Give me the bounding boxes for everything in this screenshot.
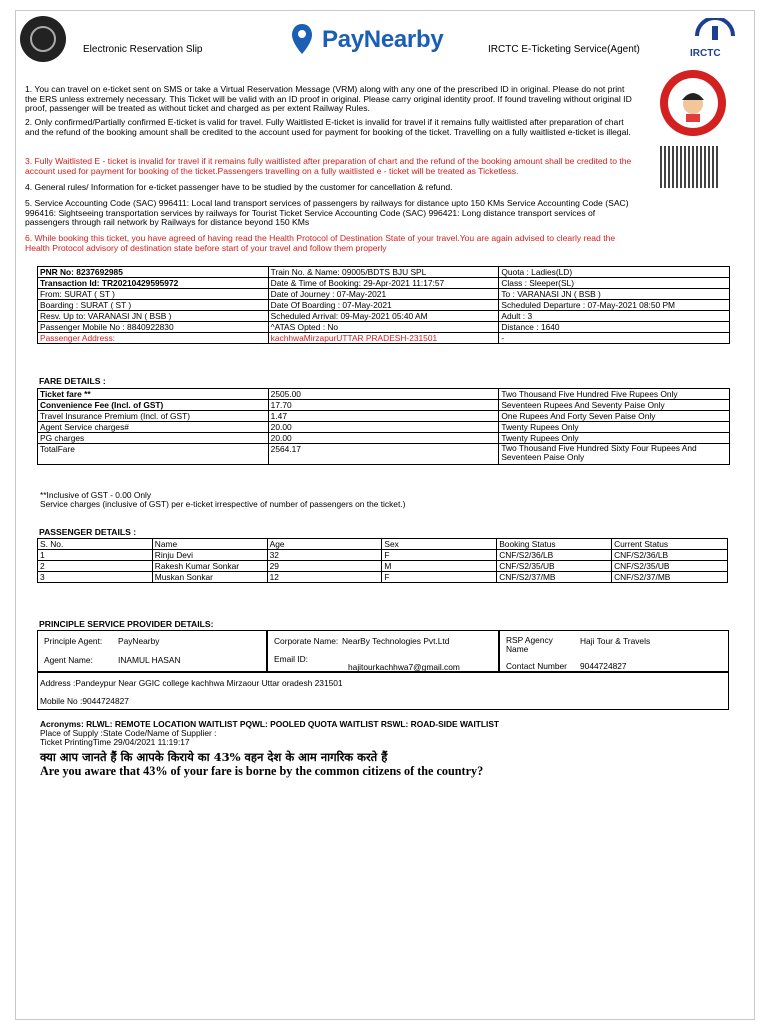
electronic-reservation-slip-title: Electronic Reservation Slip [83,44,203,55]
table-row [38,433,730,444]
train-name: Train No. & Name: 09005/BDTS BJU SPL [268,267,499,278]
transaction-id: Transaction Id: TR20210429595972 [38,278,269,289]
note-1: 1. You can travel on e-ticket sent on SMS or take a Virtual Reservation Message (VRM) along with any one of the prescribed ID in original. Please do not print the ERS unless extremely necessary. This Ticket will be valid with an ID proof in original. Please carry original identity proof. If found traveling without original ID proof, passenger will be treated as without ticket and charged as per extent Railway Rules. [25,84,632,114]
fare-amount: 20.00 [268,433,499,444]
gst-note: **Inclusive of GST - 0.00 Only [40,490,152,500]
quota: Quota : Ladies(LD) [499,267,730,278]
class: Class : Sleeper(SL) [499,278,730,289]
boarding-station: Boarding : SURAT ( ST ) [38,300,269,311]
ticket-printing-time: Ticket PrintingTime 29/04/2021 11:19:17 [40,737,190,747]
rsp-agency-value: Haji Tour & Travels [580,636,651,646]
cell: Rakesh Kumar Sonkar [152,561,267,572]
table-row [38,278,730,289]
cell: CNF/S2/36/LB [497,550,612,561]
header-age: Age [267,539,382,550]
cell: Rinju Devi [152,550,267,561]
fare-words: Two Thousand Five Hundred Five Rupees Only [499,389,730,400]
irctc-eticketing-title: IRCTC E-Ticketing Service(Agent) [488,44,640,55]
booking-datetime: Date & Time of Booking: 29-Apr-2021 11:17:57 [268,278,499,289]
table-header-row [38,539,728,550]
fare-subsidy-message: Are you aware that 43% of your fare is borne by the common citizens of the country? [40,764,484,778]
table-row [38,550,728,561]
fare-label: Travel Insurance Premium (Incl. of GST) [38,411,269,422]
date-of-journey: Date of Journey : 07-May-2021 [268,289,499,300]
atas-opted: ^ATAS Opted : No [268,322,499,333]
email-label: Email ID: [274,654,308,664]
table-row [38,333,730,344]
cell: 32 [267,550,382,561]
cell: M [382,561,497,572]
corporate-name-value: NearBy Technologies Pvt.Ltd [342,636,450,646]
corporate-name-label: Corporate Name: [274,636,339,646]
agent-name-label: Agent Name: [44,655,93,665]
header-current-status: Current Status [612,539,728,550]
provider-address: Address :Pandeypur Near GGIC college kachhwa Mirzaour Uttar oradesh 231501 [40,678,343,688]
brand-name: PayNearby [322,26,444,53]
fare-label: Ticket fare ** [38,389,269,400]
provider-address-box [37,672,729,710]
fare-amount: 20.00 [268,422,499,433]
table-row [38,400,730,411]
note-2: 2. Only confirmed/Partially confirmed E-ticket is valid for travel. Fully Waitlisted E-ticket is invalid for travel if it remains fully waitlisted after preparation of chart and the refund of the booking amount shall be credited to the account used for payment for booking of the ticket. Travelling on a fully waitlisted e-ticket is illegal. [25,117,631,137]
header-sex: Sex [382,539,497,550]
provider-details-title: PRINCIPLE SERVICE PROVIDER DETAILS: [39,619,214,629]
table-row [38,289,730,300]
table-row [38,572,728,583]
email-value: hajitourkachhwa7@gmail.com [348,662,460,672]
cell: Muskan Sonkar [152,572,267,583]
hindi-fare-message: क्या आप जानते हैं कि आपके किराये का 43% वहन देश के आम नागरिक करते हैं [40,750,388,764]
place-of-supply: Place of Supply :State Code/Name of Supplier : [40,728,217,738]
scheduled-arrival: Scheduled Arrival: 09-May-2021 05:40 AM [268,311,499,322]
fare-words: Twenty Rupees Only [499,433,730,444]
cell: 1 [38,550,153,561]
date-of-boarding: Date Of Boarding : 07-May-2021 [268,300,499,311]
acronyms: Acronyms: RLWL: REMOTE LOCATION WAITLIST PQWL: POOLED QUOTA WAITLIST RSWL: ROAD-SIDE WAITLIST [40,719,500,729]
fare-words: One Rupees And Forty Seven Paise Only [499,411,730,422]
table-row [38,311,730,322]
table-row [38,300,730,311]
header-booking-status: Booking Status [497,539,612,550]
fare-amount: 2564.17 [268,444,499,465]
header-name: Name [152,539,267,550]
rsp-agency-box [499,630,729,672]
service-charges-note: Service charges (inclusive of GST) per e-ticket irrespective of number of passengers on the ticket.) [40,499,406,509]
pnr-number: PNR No: 8237692985 [38,267,269,278]
contact-number-value: 9044724827 [580,661,627,671]
cell: CNF/S2/35/UB [497,561,612,572]
note-5: 5. Service Accounting Code (SAC) 996411: Local land transport services of passengers by railways for distance upto 150 KMs Service Accounting Code (SAC) 996416: Sightseeing transportation services by railways for Tourist Ticket Service Accounting Code (SAC) 996421: Long distance transport services of passengers through rail network by Railways for distance beyond 150 KMs [25,198,629,228]
note-6: 6. While booking this ticket, you have agreed of having read the Health Protocol of Destination State of your travel.You are again advised to clearly read the Health Protocol advisory of destination state before start of your travel and follow them properly [25,233,616,253]
agent-name-value: INAMUL HASAN [118,655,181,665]
qr-code [660,146,720,188]
corporate-box [267,630,499,672]
table-row [38,389,730,400]
fare-words: Seventeen Rupees And Seventy Paise Only [499,400,730,411]
table-row [38,561,728,572]
fare-amount: 1.47 [268,411,499,422]
to-station: To : VARANASI JN ( BSB ) [499,289,730,300]
header-sno: S. No. [38,539,153,550]
cell: CNF/S2/35/UB [612,561,728,572]
cell: CNF/S2/37/MB [497,572,612,583]
beti-bachao-badge [660,70,726,136]
cell: 2 [38,561,153,572]
cell: 3 [38,572,153,583]
adult-count: Adult : 3 [499,311,730,322]
cell: CNF/S2/37/MB [612,572,728,583]
principal-agent-box [37,630,267,672]
fare-label: TotalFare [38,444,269,465]
passenger-address: kachhwaMirzapurUTTAR PRADESH-231501 [268,333,499,344]
distance: Distance : 1640 [499,322,730,333]
indian-railways-logo [20,16,66,62]
cell: 12 [267,572,382,583]
passenger-table [37,538,728,583]
address-extra: - [499,333,730,344]
cell: CNF/S2/36/LB [612,550,728,561]
from-station: From: SURAT ( ST ) [38,289,269,300]
fare-details-title: FARE DETAILS : [39,376,106,386]
table-row [38,422,730,433]
rsp-agency-label: RSP Agency Name [506,635,553,654]
fare-words: Twenty Rupees Only [499,422,730,433]
principal-agent-label: Principle Agent: [44,636,103,646]
table-row [38,411,730,422]
fare-words: Two Thousand Five Hundred Sixty Four Rupees And Seventeen Paise Only [499,444,730,465]
fare-label: Agent Service charges# [38,422,269,433]
table-row [38,444,730,465]
fare-label: Convenience Fee (Incl. of GST) [38,400,269,411]
table-row [38,322,730,333]
passenger-address-label: Passenger Address: [38,333,269,344]
irctc-label: IRCTC [690,48,721,59]
fare-amount: 17.70 [268,400,499,411]
cell: 29 [267,561,382,572]
fare-details-table [37,388,730,465]
cell: F [382,572,497,583]
fare-amount: 2505.00 [268,389,499,400]
contact-number-label: Contact Number [506,661,567,671]
scheduled-departure: Scheduled Departure : 07-May-2021 08:50 PM [499,300,730,311]
provider-mobile: Mobile No :9044724827 [40,696,129,706]
principal-agent-value: PayNearby [118,636,160,646]
journey-details-table [37,266,730,344]
passenger-mobile: Passenger Mobile No : 8840922830 [38,322,269,333]
cell: F [382,550,497,561]
fare-label: PG charges [38,433,269,444]
reservation-upto: Resv. Up to: VARANASI JN ( BSB ) [38,311,269,322]
location-pin-icon [292,24,322,60]
note-3: 3. Fully Waitlisted E - ticket is invalid for travel if it remains fully waitlisted after preparation of chart and the refund of the booking amount shall be credited to the account used for payment for booking of the ticket.Passengers travelling on a fully waitlisted e - ticket will be treated as Ticketless. [25,156,632,176]
table-row [38,267,730,278]
passenger-details-title: PASSENGER DETAILS : [39,527,137,537]
girl-illustration-icon [660,70,726,136]
note-4: 4. General rules/ Information for e-ticket passenger have to be studied by the customer for cancellation & refund. [25,182,453,192]
